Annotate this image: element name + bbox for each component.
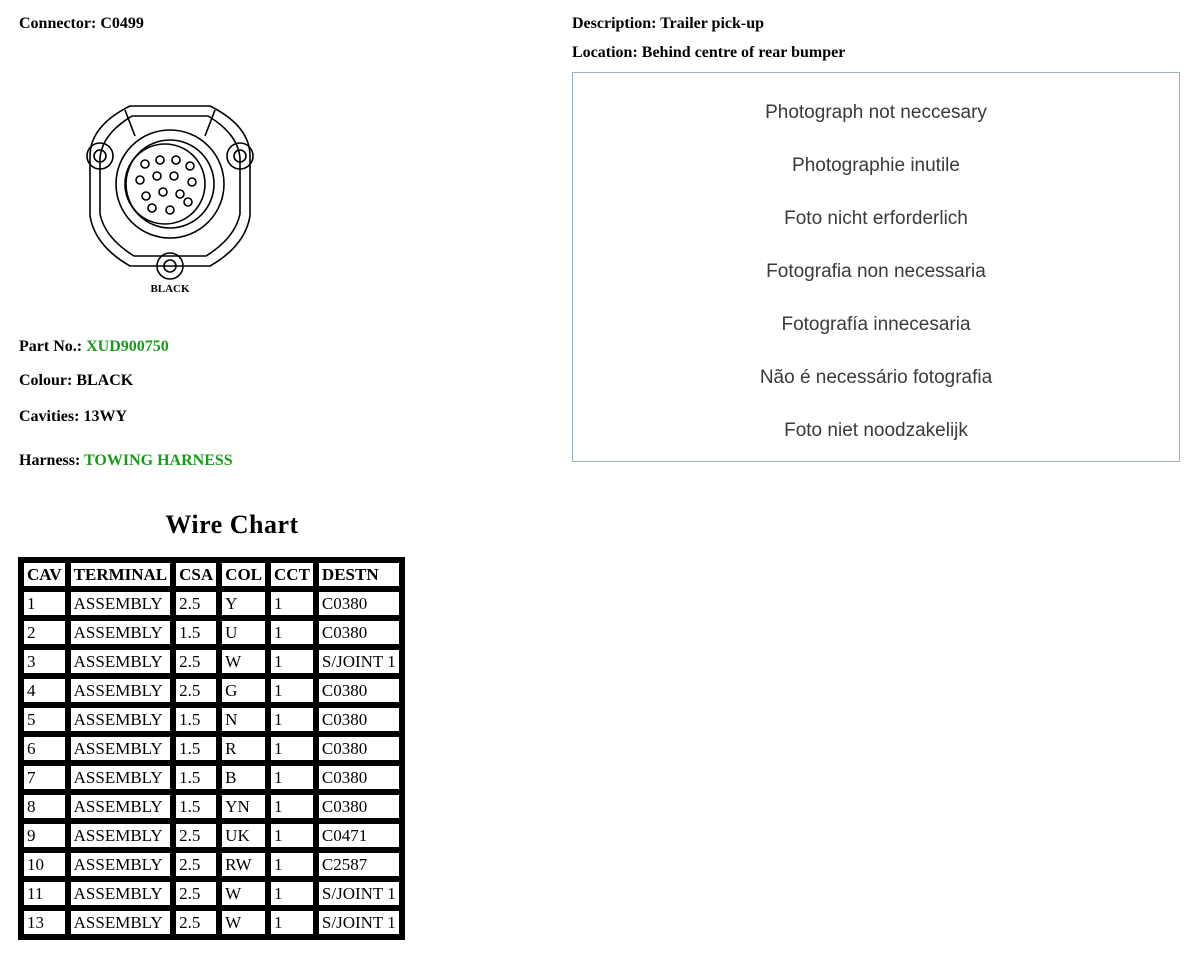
connector-value: C0499 xyxy=(100,15,144,32)
cell-terminal: ASSEMBLY xyxy=(68,850,174,879)
header-csa: CSA xyxy=(173,560,219,589)
cell-csa: 2.5 xyxy=(173,850,219,879)
cell-cct: 1 xyxy=(268,676,316,705)
cell-col: B xyxy=(219,763,268,792)
cell-cav: 4 xyxy=(21,676,68,705)
cell-col: UK xyxy=(219,821,268,850)
cell-destn: C0380 xyxy=(316,676,402,705)
cell-destn: C2587 xyxy=(316,850,402,879)
cell-cav: 1 xyxy=(21,589,68,618)
photo-note-fr: Photographie inutile xyxy=(792,155,960,176)
cell-destn: C0380 xyxy=(316,792,402,821)
cell-cct: 1 xyxy=(268,734,316,763)
cell-col: G xyxy=(219,676,268,705)
table-row xyxy=(21,821,402,850)
harness-label: Harness: xyxy=(19,452,81,469)
cell-csa: 1.5 xyxy=(173,734,219,763)
part-number-label: Part No.: xyxy=(19,338,83,355)
diagram-caption: BLACK xyxy=(150,283,190,295)
cell-terminal: ASSEMBLY xyxy=(68,792,174,821)
cell-terminal: ASSEMBLY xyxy=(68,821,174,850)
cell-csa: 2.5 xyxy=(173,879,219,908)
cell-cav: 8 xyxy=(21,792,68,821)
table-row xyxy=(21,850,402,879)
cell-terminal: ASSEMBLY xyxy=(68,676,174,705)
table-row xyxy=(21,734,402,763)
cell-destn: C0380 xyxy=(316,589,402,618)
table-row xyxy=(21,705,402,734)
cell-csa: 2.5 xyxy=(173,821,219,850)
colour-label: Colour: xyxy=(19,372,73,389)
harness xyxy=(19,452,233,470)
cell-csa: 1.5 xyxy=(173,705,219,734)
cell-cav: 2 xyxy=(21,618,68,647)
cell-col: N xyxy=(219,705,268,734)
location-value: Behind centre of rear bumper xyxy=(641,44,846,61)
cell-col: W xyxy=(219,908,268,937)
cavities xyxy=(19,408,127,426)
cell-col: Y xyxy=(219,589,268,618)
cell-cct: 1 xyxy=(268,589,316,618)
cell-terminal: ASSEMBLY xyxy=(68,734,174,763)
table-row xyxy=(21,647,402,676)
cell-cct: 1 xyxy=(268,705,316,734)
table-row xyxy=(21,792,402,821)
cell-col: W xyxy=(219,647,268,676)
photo-note-es: Fotografía innecesaria xyxy=(781,314,971,335)
cavities-label: Cavities: xyxy=(19,408,80,425)
header-cav: CAV xyxy=(21,560,68,589)
cell-cav: 10 xyxy=(21,850,68,879)
cell-csa: 1.5 xyxy=(173,763,219,792)
cell-terminal: ASSEMBLY xyxy=(68,647,174,676)
cell-terminal: ASSEMBLY xyxy=(68,705,174,734)
cell-destn: S/JOINT 1 xyxy=(316,879,402,908)
colour xyxy=(19,372,133,390)
cell-terminal: ASSEMBLY xyxy=(68,879,174,908)
cell-cct: 1 xyxy=(268,763,316,792)
cell-destn: C0380 xyxy=(316,763,402,792)
location-label-text: Location: xyxy=(572,44,638,61)
cell-col: YN xyxy=(219,792,268,821)
wire-chart-table xyxy=(18,557,405,940)
header-terminal: TERMINAL xyxy=(68,560,174,589)
cell-col: RW xyxy=(219,850,268,879)
cell-cct: 1 xyxy=(268,647,316,676)
cell-cav: 9 xyxy=(21,821,68,850)
colour-value: BLACK xyxy=(76,372,134,389)
connector-face-diagram xyxy=(70,96,270,296)
header-destn: DESTN xyxy=(316,560,402,589)
photo-placeholder-box xyxy=(572,72,1180,462)
table-row xyxy=(21,908,402,937)
table-row xyxy=(21,763,402,792)
photo-note-nl: Foto niet noodzakelijk xyxy=(784,420,968,441)
part-number-link[interactable]: XUD900750 xyxy=(86,338,169,355)
cell-destn: C0380 xyxy=(316,618,402,647)
cell-cav: 7 xyxy=(21,763,68,792)
cell-csa: 1.5 xyxy=(173,792,219,821)
cell-csa: 2.5 xyxy=(173,676,219,705)
photo-note-en: Photograph not neccesary xyxy=(765,102,987,123)
cell-destn: S/JOINT 1 xyxy=(316,908,402,937)
description-label xyxy=(572,15,764,33)
cell-destn: C0380 xyxy=(316,734,402,763)
cell-cct: 1 xyxy=(268,879,316,908)
cell-cav: 13 xyxy=(21,908,68,937)
part-number xyxy=(19,338,169,356)
connector-label-text: Connector: xyxy=(19,15,97,32)
table-row xyxy=(21,676,402,705)
cell-terminal: ASSEMBLY xyxy=(68,908,174,937)
cell-csa: 2.5 xyxy=(173,589,219,618)
description-label-text: Description: xyxy=(572,15,657,32)
cell-destn: S/JOINT 1 xyxy=(316,647,402,676)
table-header-row xyxy=(21,560,402,589)
table-row xyxy=(21,589,402,618)
location-label xyxy=(572,44,845,62)
photo-note-pt: Não é necessário fotografia xyxy=(759,367,993,388)
header-col: COL xyxy=(219,560,268,589)
cell-cav: 3 xyxy=(21,647,68,676)
cell-cav: 6 xyxy=(21,734,68,763)
cell-cav: 11 xyxy=(21,879,68,908)
description-value: Trailer pick-up xyxy=(660,15,765,32)
harness-link[interactable]: TOWING HARNESS xyxy=(84,452,233,469)
table-row xyxy=(21,618,402,647)
connector-label xyxy=(19,15,144,33)
cell-csa: 1.5 xyxy=(173,618,219,647)
cell-terminal: ASSEMBLY xyxy=(68,618,174,647)
table-row xyxy=(21,879,402,908)
cavities-value: 13WY xyxy=(83,408,127,425)
cell-destn: C0471 xyxy=(316,821,402,850)
header-cct: CCT xyxy=(268,560,316,589)
cell-cct: 1 xyxy=(268,850,316,879)
cell-terminal: ASSEMBLY xyxy=(68,763,174,792)
cell-col: W xyxy=(219,879,268,908)
cell-cct: 1 xyxy=(268,908,316,937)
photo-note-it: Fotografia non necessaria xyxy=(766,261,986,282)
cell-terminal: ASSEMBLY xyxy=(68,589,174,618)
cell-destn: C0380 xyxy=(316,705,402,734)
cell-col: U xyxy=(219,618,268,647)
cell-cav: 5 xyxy=(21,705,68,734)
cell-cct: 1 xyxy=(268,792,316,821)
cell-cct: 1 xyxy=(268,618,316,647)
photo-note-de: Foto nicht erforderlich xyxy=(784,208,968,229)
cell-csa: 2.5 xyxy=(173,908,219,937)
cell-csa: 2.5 xyxy=(173,647,219,676)
wire-chart-title: Wire Chart xyxy=(165,510,299,539)
cell-col: R xyxy=(219,734,268,763)
cell-cct: 1 xyxy=(268,821,316,850)
